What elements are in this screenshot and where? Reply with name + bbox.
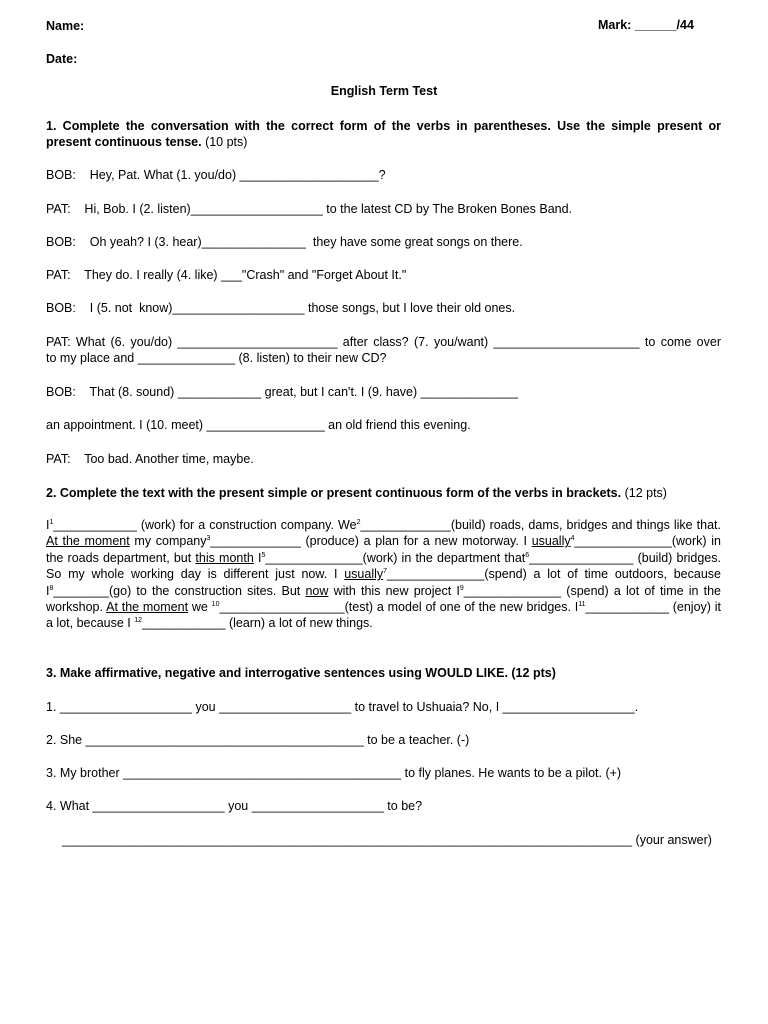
section1-instruction-line2 [46, 134, 721, 150]
dialogue-line-6a: PAT: What (6. you/do) _______________________ after class? (7. you/want) _____________________ to come over [46, 335, 721, 349]
gap-number: 3 [206, 535, 211, 543]
section1-points: (10 pts) [201, 135, 248, 150]
underlined-time-expression: now [305, 583, 329, 598]
date-label: Date: [46, 52, 78, 66]
name-label: Name: [46, 19, 85, 33]
section2-instruction-text: 2. Complete the text with the present simple or present continuous form of the verbs in brackets. [46, 486, 622, 500]
your-answer-line: __________________________________________________________________________________ (your answer) [62, 833, 712, 847]
section3-item-4: 4. What ___________________ you ___________________ to be? [46, 799, 423, 813]
s2-text: ______________ (spend) a lot of time in the workshop. [46, 583, 722, 615]
gap-number: 7 [383, 568, 388, 576]
gap-number: 4 [570, 535, 575, 543]
s2-text: with this new project I [333, 583, 460, 598]
dialogue-line-8: an appointment. I (10. meet) _________________ an old friend this evening. [46, 418, 471, 432]
s2-text: _____________(build) roads, dams, bridges and things like that. [360, 518, 721, 532]
section3-instruction: 3. Make affirmative, negative and interrogative sentences using WOULD LIKE. (12 pts) [46, 666, 556, 680]
dialogue-line-2: PAT: Hi, Bob. I (2. listen)___________________ to the latest CD by The Broken Bones Band. [46, 202, 573, 216]
s2-text: ________(go) to the construction sites. But [53, 583, 301, 598]
dialogue-line-1: BOB: Hey, Pat. What (1. you/do) ____________________? [46, 168, 386, 182]
gap-number: 10 [211, 601, 220, 609]
dialogue-line-9: PAT: Too bad. Another time, maybe. [46, 452, 254, 466]
s2-text: I [257, 550, 262, 565]
gap-number: 2 [356, 519, 361, 526]
s2-text: I [46, 518, 50, 532]
s2-text: ____________ (learn) a lot of new things. [142, 616, 373, 631]
dialogue-line-6b: to my place and ______________ (8. listen) to their new CD? [46, 351, 387, 366]
s2-text: ____________ (enjoy) it a lot, because I [46, 600, 721, 631]
underlined-time-expression: usually [531, 534, 571, 549]
s2-text: __________________(test) a model of one of the new bridges. I [219, 600, 579, 615]
s2-text: ______________(spend) a lot of time outdoors, because I [46, 567, 721, 598]
dialogue-line-6 [46, 334, 721, 367]
section1-instruction-bold: present continuous tense. [46, 135, 202, 150]
gap-number: 12 [134, 617, 143, 625]
section3-item-3: 3. My brother ________________________________________ to fly planes. He wants to be a pilot. (+) [46, 766, 622, 780]
section2-paragraph [46, 517, 721, 632]
s2-text: _______________ (build) bridges. So my whole working day is different just now. I [46, 550, 721, 582]
underlined-time-expression: usually [344, 567, 384, 582]
gap-number: 11 [578, 601, 586, 609]
underlined-time-expression: At the moment [46, 534, 130, 549]
s2-text: we [191, 600, 208, 615]
page-title: English Term Test [330, 84, 438, 98]
gap-number: 6 [525, 551, 530, 559]
dialogue-line-4: PAT: They do. I really (4. like) ___"Crash" and "Forget About It." [46, 268, 407, 282]
underlined-time-expression: At the moment [106, 600, 189, 615]
section3-item-1: 1. ___________________ you ___________________ to travel to Ushuaia? No, I ___________________. [46, 700, 639, 714]
gap-number: 8 [49, 584, 54, 592]
dialogue-line-5: BOB: I (5. not know)___________________ those songs, but I love their old ones. [46, 301, 516, 315]
section1-instruction [46, 118, 721, 151]
s2-text: ____________ (work) for a construction company. We [53, 518, 357, 532]
gap-number: 1 [49, 519, 54, 526]
section3-item-2: 2. She ________________________________________ to be a teacher. (-) [46, 733, 470, 747]
s2-text: ______________(work) in the department that [265, 550, 526, 565]
dialogue-line-3: BOB: Oh yeah? I (3. hear)_______________ they have some great songs on there. [46, 235, 523, 249]
s2-text: _____________ (produce) a plan for a new motorway. I [210, 534, 527, 549]
dialogue-line-7: BOB: That (8. sound) ____________ great, but I can't. I (9. have) ______________ [46, 385, 518, 399]
s2-text: ______________(work) in the roads department, but [46, 534, 721, 565]
underlined-time-expression: this month [195, 550, 254, 565]
section1-instruction-line1: 1. Complete the conversation with the correct form of the verbs in parentheses. Use the simple present or [46, 119, 721, 133]
s2-text: my company [134, 534, 207, 549]
section2-points: (12 pts) [621, 486, 667, 500]
section2-instruction [46, 485, 667, 501]
gap-number: 5 [261, 551, 266, 559]
gap-number: 9 [459, 584, 464, 592]
mark-label: Mark: ______/44 [598, 18, 694, 32]
